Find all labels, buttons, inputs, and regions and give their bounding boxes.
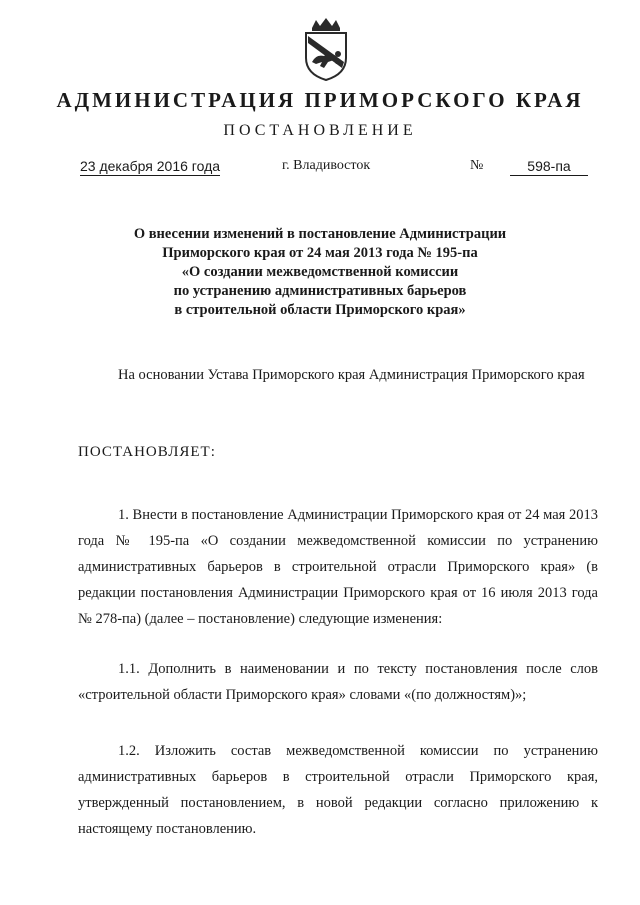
coat-of-arms-icon — [298, 18, 354, 82]
document-number: 598-па — [510, 158, 588, 176]
document-city: г. Владивосток — [282, 158, 371, 173]
item-1-1-paragraph: 1.1. Дополнить в наименовании и по тексту постановления после слов «строительной области Приморского края» словами «(по должностям)»; — [78, 661, 598, 703]
document-title — [100, 225, 540, 320]
title-line: по устранению административных барьеров — [173, 283, 467, 299]
document-date: 23 декабря 2016 года — [80, 158, 221, 174]
title-line: «О создании межведомственной комиссии — [181, 264, 459, 280]
document-type: ПОСТАНОВЛЕНИЕ — [223, 122, 417, 139]
organization-title: АДМИНИСТРАЦИЯ ПРИМОРСКОГО КРАЯ — [56, 88, 584, 112]
decree-heading: ПОСТАНОВЛЯЕТ: — [78, 444, 216, 460]
title-line: Приморского края от 24 мая 2013 года № 195-па — [162, 245, 478, 261]
item-1-2-paragraph: 1.2. Изложить состав межведомственной комиссии по устранению административных барьеров в строительной отрасли Приморского края, утвержденный постановлением, в новой редакции согласно приложению к настоящему постановлению. — [78, 743, 598, 837]
document-number-label: № — [470, 158, 484, 173]
item-1-paragraph: 1. Внести в постановление Администрации Приморского края от 24 мая 2013 года № 195-па «О создании межведомственной комиссии по устранению административных барьеров в строительной отрасли Приморского края» (в редакции постановления Администрации Приморского края от 16 июля 2013 года № 278-па) (далее – постановление) следующие изменения: — [78, 507, 598, 627]
preamble-paragraph: На основании Устава Приморского края Администрация Приморского края — [118, 367, 585, 383]
title-line: О внесении изменений в постановление Администрации — [133, 226, 507, 242]
title-line: в строительной области Приморского края» — [174, 302, 466, 318]
